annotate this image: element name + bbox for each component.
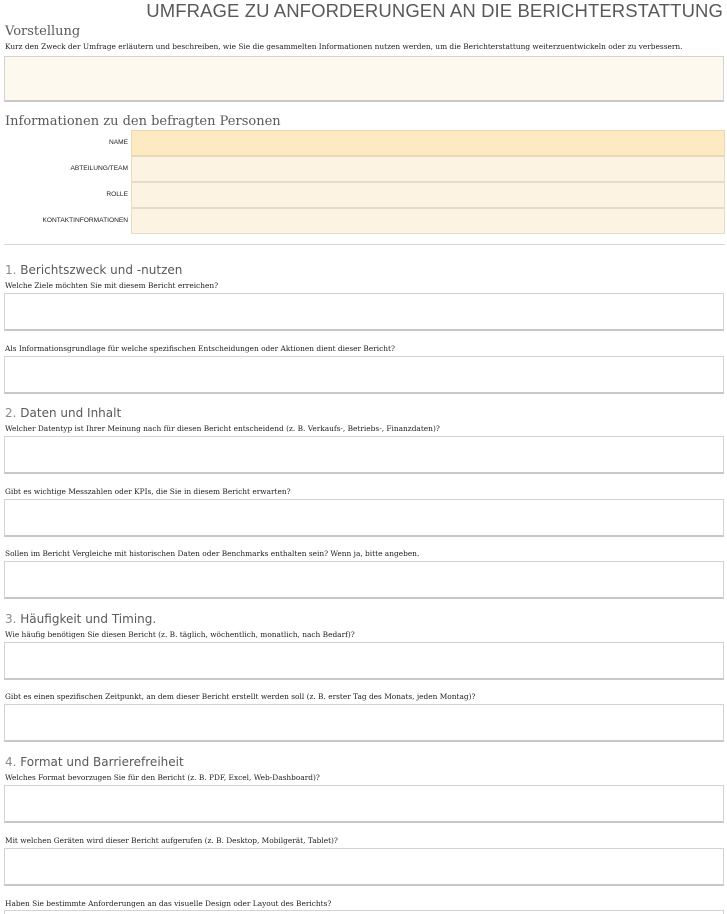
- answer-box-2-3[interactable]: [4, 561, 724, 599]
- question-1-1: Welche Ziele möchten Sie mit diesem Bericht erreichen?: [5, 281, 219, 290]
- question-4-1: Welches Format bevorzugen Sie für den Bericht (z. B. PDF, Excel, Web-Dashboard)?: [5, 773, 320, 782]
- section-title-3: Häufigkeit und Timing.: [20, 612, 157, 626]
- section-title-4: Format und Barrierefreiheit: [20, 755, 184, 769]
- answer-box-1-2[interactable]: [4, 356, 724, 394]
- respondents-heading: Informationen zu den befragten Personen: [5, 114, 281, 129]
- question-3-1: Wie häufig benötigen Sie diesen Bericht (z. B. täglich, wöchentlich, monatlich, nach Bedarf)?: [5, 630, 355, 639]
- question-2-3: Sollen im Bericht Vergleiche mit historischen Daten oder Benchmarks enthalten sein? Wenn ja, bitte angeben.: [5, 549, 420, 558]
- answer-box-3-2[interactable]: [4, 704, 724, 742]
- section-title-1: Berichtszweck und -nutzen: [20, 263, 183, 277]
- section-number-3: 3.: [5, 612, 17, 626]
- intro-text: Kurz den Zweck der Umfrage erläutern und beschreiben, wie Sie die gesammelten Informationen nutzen werden, um die Berichterstattung weiterzuentwickeln oder zu verbessern.: [5, 42, 683, 51]
- respondent-field-contact[interactable]: [131, 208, 725, 234]
- intro-answer-box[interactable]: [4, 56, 724, 102]
- section-heading-1: [5, 263, 182, 277]
- respondent-field-name[interactable]: [131, 130, 725, 156]
- section-heading-2: [5, 406, 121, 420]
- section-number-2: 2.: [5, 406, 17, 420]
- section-heading-4: [5, 755, 184, 769]
- question-2-2: Gibt es wichtige Messzahlen oder KPIs, die Sie in diesem Bericht erwarten?: [5, 487, 291, 496]
- respondent-row-contact: [4, 208, 725, 234]
- answer-box-4-3[interactable]: [4, 910, 724, 914]
- answer-box-1-1[interactable]: [4, 293, 724, 331]
- respondent-row-department: [4, 156, 725, 182]
- question-4-3: Haben Sie bestimmte Anforderungen an das visuelle Design oder Layout des Berichts?: [5, 899, 332, 908]
- respondent-label-contact: KONTAKTINFORMATIONEN: [42, 217, 128, 224]
- section-number-1: 1.: [5, 263, 17, 277]
- answer-box-4-1[interactable]: [4, 785, 724, 823]
- respondent-label-department: ABTEILUNG/TEAM: [70, 165, 128, 172]
- section-number-4: 4.: [5, 755, 17, 769]
- answer-box-2-1[interactable]: [4, 436, 724, 474]
- respondent-label-role: ROLLE: [106, 191, 128, 198]
- respondent-field-department[interactable]: [131, 156, 725, 182]
- respondent-row-role: [4, 182, 725, 208]
- answer-box-2-2[interactable]: [4, 499, 724, 537]
- question-2-1: Welcher Datentyp ist Ihrer Meinung nach für diesen Bericht entscheidend (z. B. Verkaufs-, Betriebs-, Finanzdaten)?: [5, 424, 440, 433]
- question-3-2: Gibt es einen spezifischen Zeitpunkt, an dem dieser Bericht erstellt werden soll (z. B. erster Tag des Monats, jeden Montag)?: [5, 692, 476, 701]
- section-heading-3: [5, 612, 156, 626]
- respondent-field-role[interactable]: [131, 182, 725, 208]
- respondent-row-name: [4, 130, 725, 156]
- section-divider: [4, 244, 725, 245]
- question-4-2: Mit welchen Geräten wird dieser Bericht aufgerufen (z. B. Desktop, Mobilgerät, Tablet)?: [5, 836, 338, 845]
- page-title: UMFRAGE ZU ANFORDERUNGEN AN DIE BERICHTERSTATTUNG: [146, 0, 723, 21]
- answer-box-4-2[interactable]: [4, 848, 724, 886]
- intro-heading: Vorstellung: [5, 24, 81, 39]
- question-1-2: Als Informationsgrundlage für welche spezifischen Entscheidungen oder Aktionen dient dieser Bericht?: [5, 344, 395, 353]
- respondent-label-name: NAME: [108, 139, 128, 146]
- answer-box-3-1[interactable]: [4, 642, 724, 680]
- section-title-2: Daten und Inhalt: [20, 406, 122, 420]
